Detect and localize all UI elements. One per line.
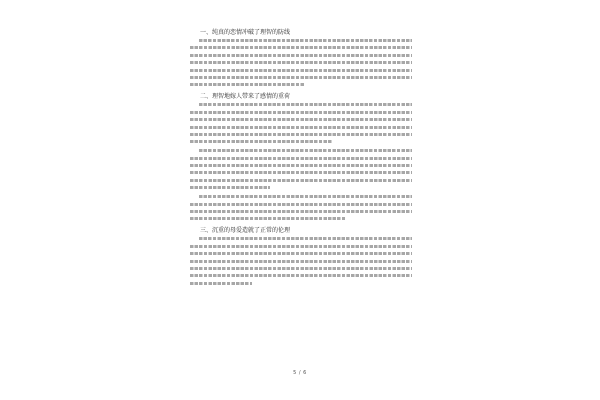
body-paragraph [190,39,412,86]
text-line [190,267,412,270]
text-line [190,61,412,64]
text-line [190,126,412,129]
text-line [190,260,412,263]
body-paragraph [190,237,412,284]
text-line [190,245,412,248]
text-line [199,237,412,240]
text-line [190,46,412,49]
text-line [190,282,252,285]
text-line [190,133,412,136]
text-line [190,252,412,255]
page-number: 5 / 6 [293,370,307,376]
text-line [190,164,412,167]
section-heading: 一、纯真的恋情冲破了理智的防线 [200,29,291,36]
text-line [190,203,412,206]
text-line [190,274,412,277]
text-line [190,83,305,86]
text-line [190,171,412,174]
text-line [190,186,270,189]
text-line [199,195,412,198]
text-line [190,217,345,220]
body-paragraph [190,103,412,143]
text-line [190,210,412,213]
section-heading: 二、理智地嫁人带来了感情的重荷 [200,93,291,101]
text-line [199,39,412,42]
text-line [190,118,412,121]
text-line [199,103,412,106]
body-paragraph [190,195,412,220]
text-line [190,76,412,79]
document-body [190,28,412,291]
section-heading: 三、沉重的母爱造就了正常的伦理 [200,227,291,235]
body-paragraph [190,149,412,189]
text-line [190,54,412,57]
text-line [190,111,412,114]
text-line [190,69,412,72]
text-line [190,179,412,182]
text-line [199,149,412,152]
text-line [190,140,332,143]
text-line [190,157,412,160]
